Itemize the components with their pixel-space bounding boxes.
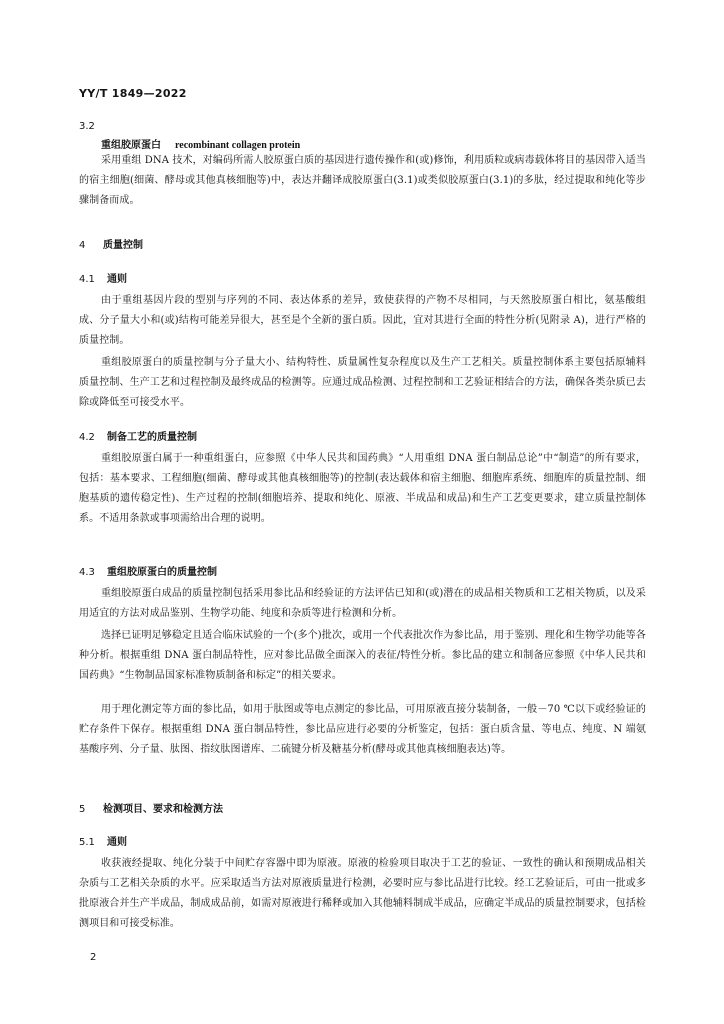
paragraph: 重组胶原蛋白的质量控制与分子量大小、结构特性、质量属性复杂程度以及生产工艺相关。质量控制体系主要包括原辅料质量控制、生产工艺和过程控制及最终成品的检测等。应通过成品检测、过程控制和工艺验证相结合的方法，确保各类杂质已去除或降低至可接受水平。 <box>79 357 646 408</box>
term-chinese: 重组胶原蛋白 <box>101 140 161 151</box>
term-definition: 采用重组 DNA 技术，对编码所需人胶原蛋白质的基因进行遗传操作和(或)修饰，利用质粒或病毒载体将目的基因带入适当的宿主细胞(细菌、酵母或其他真核细胞等)中，表达并翻译成胶原蛋白(3.1)或类似胶原蛋白(3.1)的多肽，经过提取和纯化等步骤制备而成。 <box>79 155 646 206</box>
clause-number: 3.2 <box>79 121 95 132</box>
subsection-number: 4.1 <box>79 274 95 285</box>
paragraph: 收获液经提取、纯化分装于中间贮存容器中即为原液。原液的检验项目取决于工艺的验证、一致性的确认和预期成品相关杂质与工艺相关杂质的水平。应采取适当方法对原液质量进行检测，必要时应与参比品进行比较。经工艺验证后，可由一批或多批原液合并生产半成品，制成成品前，如需对原液进行稀释或加入其他辅料制成半成品，应确定半成品的质量控制要求，包括检测项目和可接受标准。 <box>79 858 646 929</box>
section-number: 4 <box>79 240 86 251</box>
subsection-heading <box>79 833 127 848</box>
document-number-header: YY/T 1849—2022 <box>79 87 187 100</box>
section-heading <box>79 236 143 251</box>
subsection-heading <box>79 563 217 578</box>
paragraph: 重组胶原蛋白成品的质量控制包括采用参比品和经验证的方法评估已知和(或)潜在的成品相关物质和工艺相关物质，以及采用适宜的方法对成品鉴别、生物学功能、纯度和杂质等进行检测和分析。 <box>79 588 646 619</box>
paragraph: 重组胶原蛋白属于一种重组蛋白，应参照《中华人民共和国药典》“人用重组 DNA 蛋白制品总论”中“制造”的所有要求，包括：基本要求、工程细胞(细菌、酵母或其他真核细胞等)的控制(表达载体和宿主细胞、细胞库系统、细胞库的质量控制、细胞基质的遗传稳定性)、生产过程的控制(细胞培养、提取和纯化、原液、半成品和成品)和生产工艺变更要求，建立质量控制体系。不适用条款或事项需给出合理的说明。 <box>79 453 646 524</box>
subsection-title: 重组胶原蛋白的质量控制 <box>107 567 217 578</box>
subsection-number: 5.1 <box>79 837 95 848</box>
subsection-title: 通则 <box>107 274 127 285</box>
subsection-heading <box>79 270 127 285</box>
section-number: 5 <box>79 804 86 815</box>
page-number: 2 <box>90 952 97 963</box>
paragraph: 选择已证明足够稳定且适合临床试验的一个(多个)批次，或用一个代表批次作为参比品，用于鉴别、理化和生物学功能等各种分析。根据重组 DNA 蛋白制品特性，应对参比品做全面深入的表征/特性分析。参比品的建立和制备应参照《中华人民共和国药典》“生物制品国家标准物质制备和标定”的相关要求。 <box>79 630 646 681</box>
section-heading <box>79 800 223 815</box>
subsection-number: 4.3 <box>79 567 95 578</box>
section-title: 检测项目、要求和检测方法 <box>103 804 223 815</box>
term-english: recombinant collagen protein <box>175 140 301 151</box>
term-entry <box>101 136 300 151</box>
subsection-heading <box>79 428 197 443</box>
subsection-number: 4.2 <box>79 432 95 443</box>
paragraph: 由于重组基因片段的型别与序列的不同、表达体系的差异，致使获得的产物不尽相同，与天然胶原蛋白相比，氨基酸组成、分子量大小和(或)结构可能差异很大，甚至是个全新的蛋白质。因此，宜对其进行全面的特性分析(见附录 A)，进行严格的质量控制。 <box>79 295 646 346</box>
subsection-title: 通则 <box>107 837 127 848</box>
subsection-title: 制备工艺的质量控制 <box>107 432 197 443</box>
section-title: 质量控制 <box>103 240 143 251</box>
paragraph: 用于理化测定等方面的参比品，如用于肽图或等电点测定的参比品，可用原液直接分装制备，一般－70 ℃以下或经验证的贮存条件下保存。根据重组 DNA 蛋白制品特性，参比品应进行必要的分析鉴定，包括：蛋白质含量、等电点、纯度、N 端氨基酸序列、分子量、肽图、指纹肽图谱库、二硫键分析及糖基分析(酵母或其他真核细胞表达)等。 <box>79 704 646 755</box>
